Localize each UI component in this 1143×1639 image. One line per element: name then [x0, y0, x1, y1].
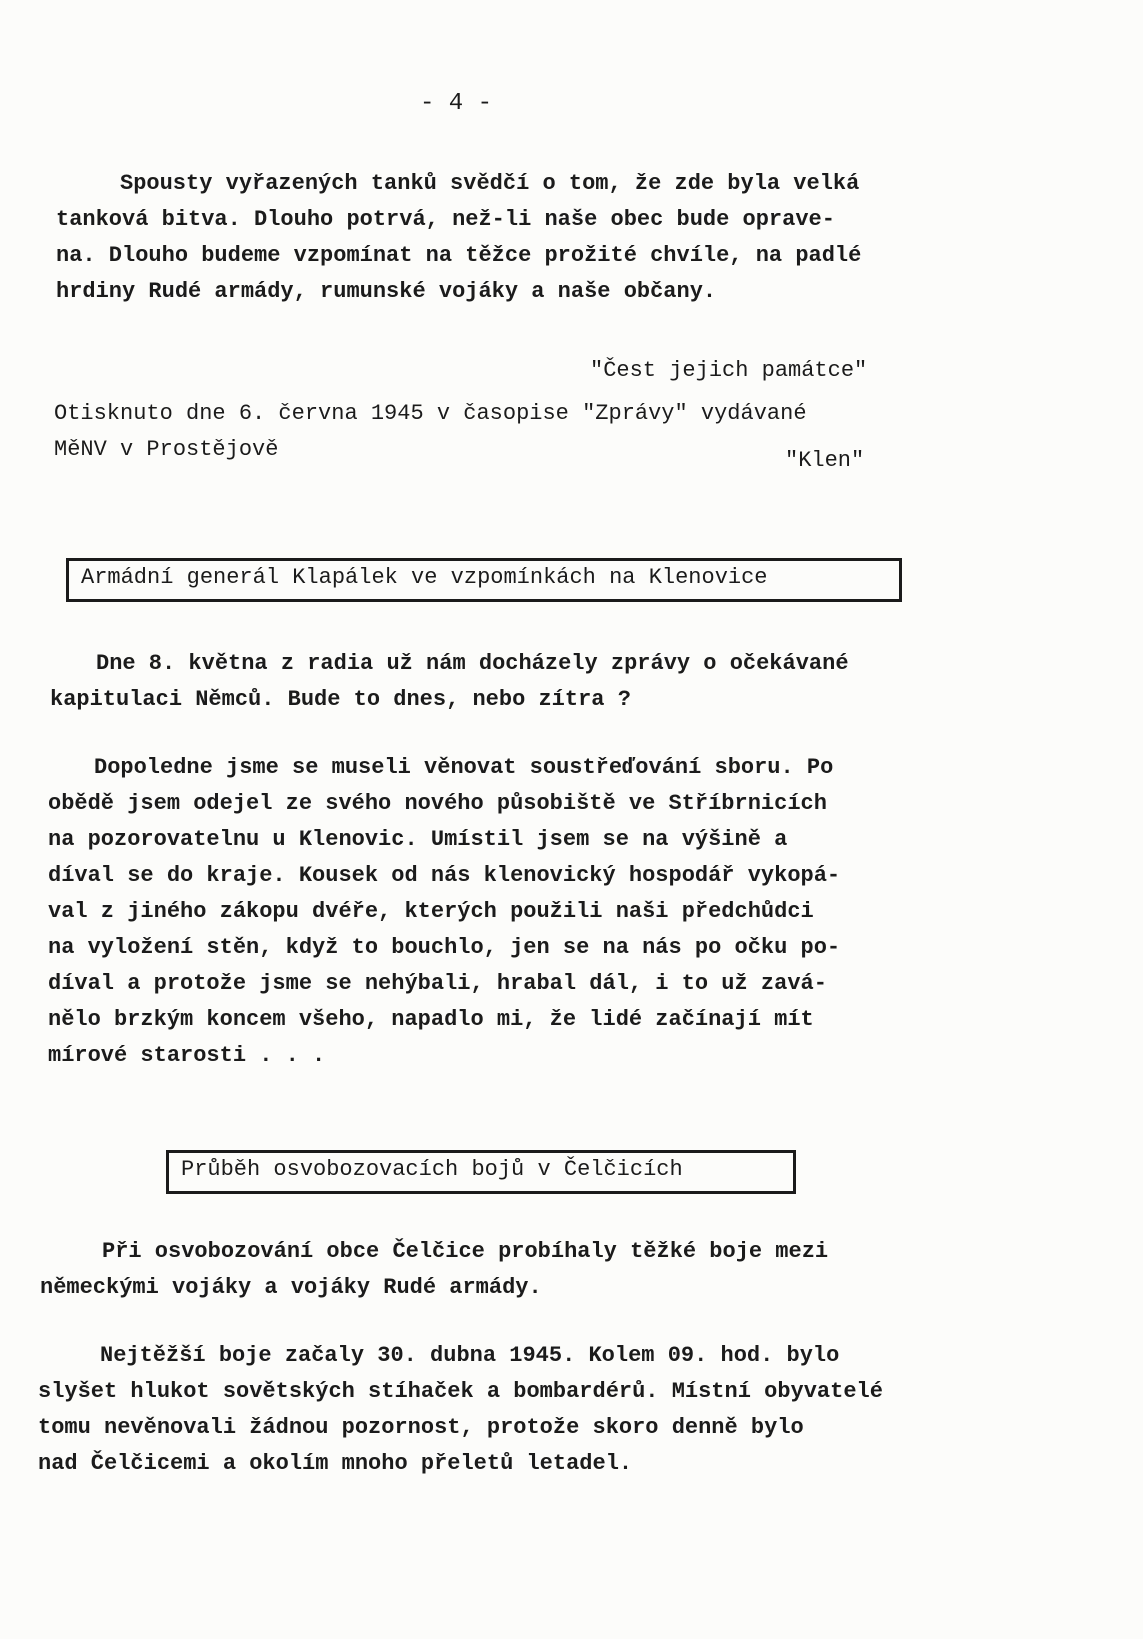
text-line: Nejtěžší boje začaly 30. dubna 1945. Kolem 09. hod. bylo: [100, 1343, 840, 1368]
text-line: kapitulaci Němců. Bude to dnes, nebo zítra ?: [50, 687, 631, 712]
text-line: MěNV v Prostějově: [54, 437, 279, 462]
section-heading-celcice: Průběh osvobozovacích bojů v Čelčicích: [166, 1150, 796, 1194]
text-line: nad Čelčicemi a okolím mnoho přeletů letadel.: [38, 1451, 633, 1476]
paragraph-liberation: [40, 1234, 828, 1306]
text-line: slyšet hlukot sovětských stíhaček a bombardérů. Místní obyvatelé: [38, 1379, 883, 1404]
text-line: Spousty vyřazených tanků svědčí o tom, že zde byla velká: [120, 171, 860, 196]
text-line: díval a protože jsme se nehýbali, hrabal dál, i to už zavá-: [48, 971, 827, 996]
page-number: - 4 -: [420, 90, 493, 117]
text-line: na vyložení stěn, když to bouchlo, jen se na nás po očku po-: [48, 935, 841, 960]
section-heading-klapalek: Armádní generál Klapálek ve vzpomínkách na Klenovice: [66, 558, 902, 602]
text-line: německými vojáky a vojáky Rudé armády.: [40, 1275, 542, 1300]
text-line: Dne 8. května z radia už nám docházely zprávy o očekávané: [96, 651, 849, 676]
text-line: na pozorovatelnu u Klenovic. Umístil jsem se na výšině a: [48, 827, 788, 852]
text-line: na. Dlouho budeme vzpomínat na těžce prožité chvíle, na padlé: [56, 243, 862, 268]
text-line: val z jiného zákopu dvéře, kterých použili naši předchůdci: [48, 899, 814, 924]
text-line: Dopoledne jsme se museli věnovat soustřeďování sboru. Po: [94, 755, 834, 780]
text-line: nělo brzkým koncem všeho, napadlo mi, že lidé začínají mít: [48, 1007, 814, 1032]
paragraph-observation: [48, 750, 840, 1074]
paragraph-april-30: [38, 1338, 883, 1482]
text-line: Otisknuto dne 6. června 1945 v časopise "Zprávy" vydávané: [54, 401, 807, 426]
text-line: díval se do kraje. Kousek od nás klenovický hospodář vykopá-: [48, 863, 841, 888]
source-note: [54, 396, 807, 468]
paragraph-may-8: [50, 646, 849, 718]
motto: "Čest jejich památce": [590, 358, 868, 383]
text-line: obědě jsem odejel ze svého nového působiště ve Stříbrnicích: [48, 791, 827, 816]
text-line: tomu nevěnovali žádnou pozornost, protože skoro denně bylo: [38, 1415, 804, 1440]
text-line: mírové starosti . . .: [48, 1043, 326, 1068]
author-signature: "Klen": [785, 448, 865, 473]
paragraph-tanks: [56, 166, 861, 310]
text-line: hrdiny Rudé armády, rumunské vojáky a naše občany.: [56, 279, 717, 304]
text-line: Při osvobozování obce Čelčice probíhaly těžké boje mezi: [102, 1239, 829, 1264]
text-line: tanková bitva. Dlouho potrvá, než-li naše obec bude oprave-: [56, 207, 835, 232]
